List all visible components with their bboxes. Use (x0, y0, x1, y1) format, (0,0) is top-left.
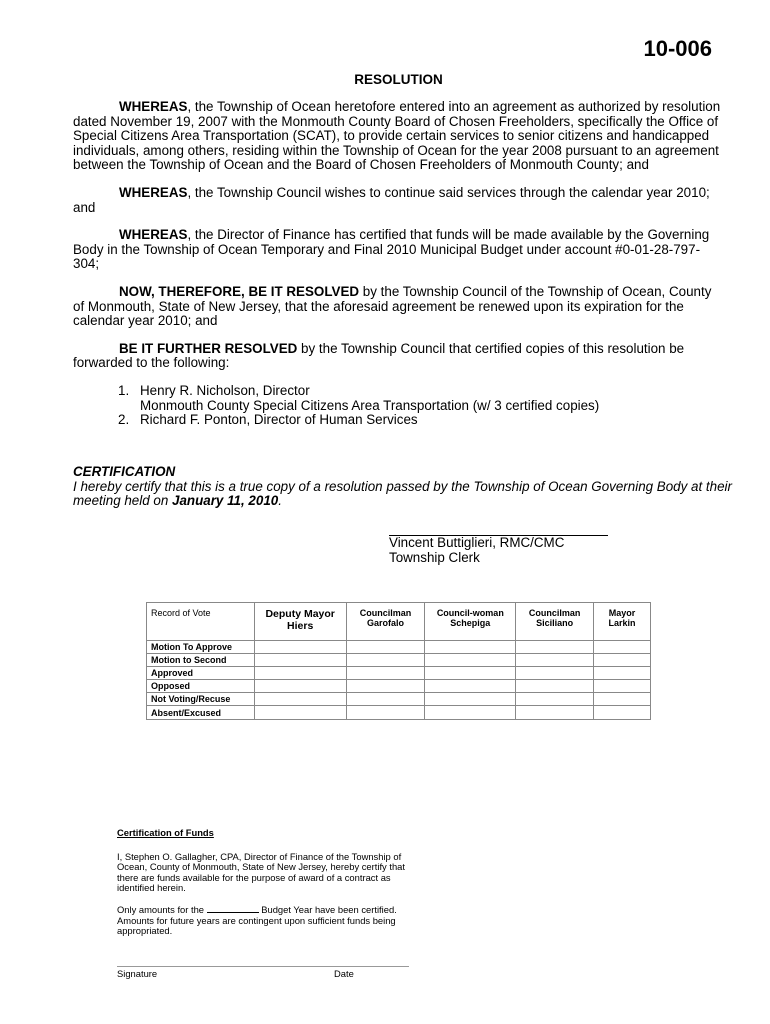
list-item: 1. Henry R. Nicholson, Director Monmouth County Special Citizens Area Transportation (w/ 3 certified copies) (118, 382, 600, 413)
certification-text: I hereby certify that this is a true copy of a resolution passed by the Township of Ocean Governing Body at their meeting held on January 11, 2010. (73, 478, 732, 509)
funds-heading: Certification of Funds (117, 827, 214, 838)
whereas-paragraph-2: WHEREAS, the Township Council wishes to continue said services through the calendar year 2010; and (73, 184, 710, 215)
resolution-number: 10-006 (643, 36, 712, 61)
table-row: Approved (147, 667, 651, 680)
member-header: Councilman Garofalo (346, 603, 425, 641)
funds-paragraph-1: I, Stephen O. Gallagher, CPA, Director of Finance of the Township of Ocean, County of Monmouth, State of New Jersey, hereby certify that there are funds available for the purpose of award of a contract as identified herein. (117, 850, 405, 894)
certification-heading: CERTIFICATION (73, 464, 176, 479)
clerk-name: Vincent Buttiglieri, RMC/CMC (389, 535, 565, 550)
budget-year-blank (207, 904, 259, 913)
table-header-row (147, 603, 651, 641)
clerk-block (389, 536, 564, 566)
record-of-vote-table (146, 602, 651, 720)
certification-of-funds (117, 828, 417, 947)
recipient-list (73, 384, 723, 428)
table-row: Motion to Second (147, 654, 651, 667)
whereas-paragraph-1: WHEREAS, the Township of Ocean heretofore entered into an agreement as authorized by resolution dated November 19, 2007 with the Monmouth County Board of Chosen Freeholders, specifically the Office of Special Citizens Area Transportation (SCAT), to provide certain services to senior citizens and handicapped individuals, among others, residing within the Township of Ocean for the year 2008 pursuant to an agreement between the Township of Ocean and the Board of Chosen Freeholders of Monmouth County; and (73, 99, 721, 173)
meeting-date: January 11, 2010 (172, 493, 279, 509)
signature-label: Signature (117, 968, 158, 979)
table-row: Absent/Excused (147, 706, 651, 720)
member-header: Council-woman Schepiga (425, 603, 516, 641)
funds-paragraph-2: Only amounts for the Budget Year have been certified. Amounts for future years are contingent upon sufficient funds being appropriated. (117, 903, 397, 937)
member-header: Deputy Mayor Hiers (254, 603, 346, 641)
further-resolved-paragraph: BE IT FURTHER RESOLVED by the Township Council that certified copies of this resolution be forwarded to the following: (73, 340, 685, 371)
whereas-paragraph-3: WHEREAS, the Director of Finance has certified that funds will be made available by the Governing Body in the Township of Ocean Temporary and Final 2010 Municipal Budget under account #0-01-28-797-304; (73, 227, 710, 272)
certification-block (73, 465, 733, 509)
table-row: Opposed (147, 680, 651, 693)
document-title: RESOLUTION (354, 72, 443, 87)
resolved-paragraph: NOW, THEREFORE, BE IT RESOLVED by the Township Council of the Township of Ocean, County of Monmouth, State of New Jersey, that the aforesaid agreement be renewed upon its expiration for the calendar year 2010; and (73, 283, 712, 329)
table-row: Motion To Approve (147, 641, 651, 654)
member-header: Mayor Larkin (594, 603, 651, 641)
clerk-title: Township Clerk (389, 549, 480, 565)
resolution-body (73, 100, 723, 428)
funds-signature-line (117, 966, 409, 967)
date-label: Date (334, 968, 354, 979)
record-of-vote-header: Record of Vote (147, 603, 255, 641)
list-item: 2. Richard F. Ponton, Director of Human Services (118, 412, 418, 428)
member-header: Councilman Siciliano (516, 603, 594, 641)
table-row: Not Voting/Recuse (147, 693, 651, 706)
